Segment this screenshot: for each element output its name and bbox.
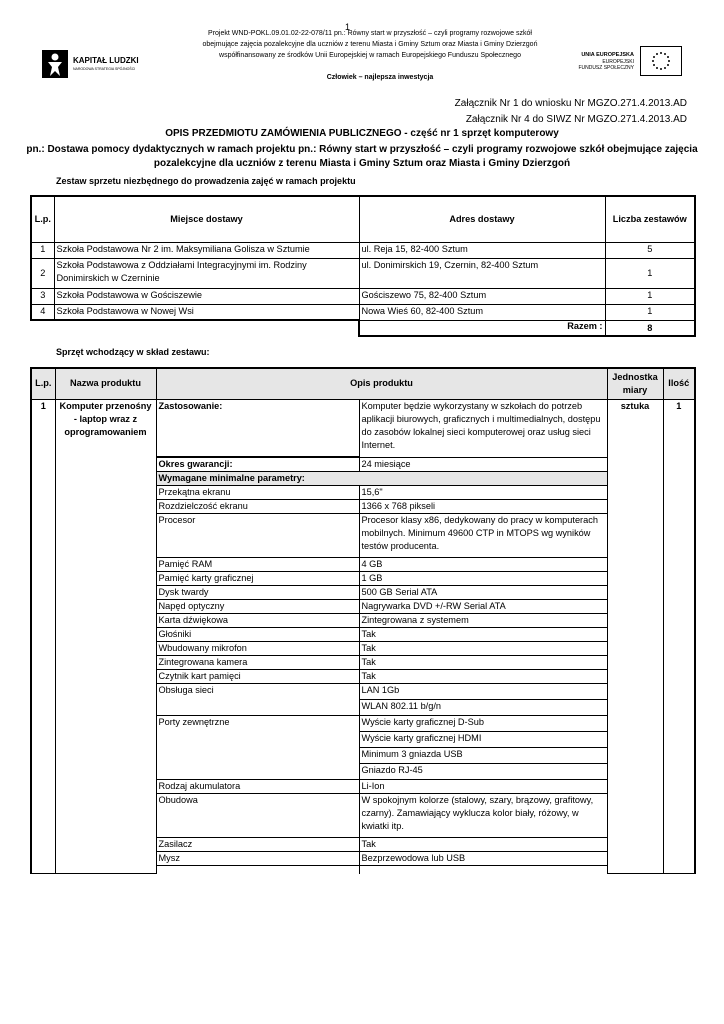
warranty-value: 24 miesiące [359,457,607,472]
param-value: Tak [359,838,607,852]
annex-line-2: Załącznik Nr 4 do SIWZ Nr MGZO.271.4.2013.AD [465,114,687,125]
eu-logo-line1: UNIA EUROPEJSKA [581,52,634,58]
delivery-total-value: 8 [605,320,695,336]
delivery-row-lp: 3 [31,288,54,304]
param-name: Rodzaj akumulatora [156,780,359,794]
param-value: Tak [359,670,607,684]
min-params-label: Wymagane minimalne parametry: [156,472,607,486]
param-name: Karta dźwiękowa [156,614,359,628]
param-name: Głośniki [156,628,359,642]
param-value: 1 GB [359,572,607,586]
delivery-header-lp: L.p. [31,196,54,242]
param-name: Zasilacz [156,838,359,852]
param-value: 1366 x 768 pikseli [359,500,607,514]
param-value: LAN 1Gb [359,684,607,700]
table-row [31,304,695,320]
param-value: Procesor klasy x86, dedykowany do pracy w komputerach mobilnych. Minimum 49600 CTP in MTOPS wg wyników testów producenta. [359,514,607,558]
param-value: Tak [359,628,607,642]
project-line-3: współfinansowany ze środków Unii Europejskiej w ramach Europejskiego Funduszu Społecznego [219,52,521,59]
annex-line-1: Załącznik Nr 1 do wniosku Nr MGZO.271.4.2013.AD [454,98,687,109]
delivery-row-address: Nowa Wieś 60, 82-400 Sztum [359,304,605,320]
section-2-title: Sprzęt wchodzący w skład zestawu: [56,347,210,357]
delivery-header-address: Adres dostawy [359,196,605,242]
product-table [30,367,696,874]
param-value: Wyście karty graficznej D-Sub [359,716,607,732]
product-qty: 1 [663,399,695,874]
param-name: Dysk twardy [156,586,359,600]
delivery-row-count: 5 [605,242,695,258]
delivery-row-count: 1 [605,258,695,288]
delivery-header-count: Liczba zestawów [605,196,695,242]
title-line-1: OPIS PRZEDMIOTU ZAMÓWIENIA PUBLICZNEGO - część nr 1 sprzęt komputerowy [165,128,559,139]
product-header-lp: L.p. [31,368,55,399]
delivery-row-place: Szkoła Podstawowa w Gościszewie [54,288,359,304]
product-header-unit: Jednostka miary [607,368,663,399]
param-value: Gniazdo RJ-45 [359,764,607,780]
title-line-2: pn.: Dostawa pomocy dydaktycznych w ramach projektu pn.: Równy start w przyszłość – czyli programy rozwojowe szkół obejmujące zajęcia [26,144,698,155]
table-row [31,242,695,258]
title-line-3: pozalekcyjne dla uczniów z terenu Miasta i Gminy Sztum oraz Miasta i Gminy Dzierzgoń [153,158,571,169]
delivery-row-lp: 1 [31,242,54,258]
project-line-2: obejmujące zajęcia pozalekcyjne dla uczniów z terenu Miasta i Gminy Sztum oraz Miasta i Gminy Dzierzgoń [202,41,538,48]
product-header-qty: Ilość [663,368,695,399]
section-1-title: Zestaw sprzetu niezbędnego do prowadzenia zajęć w ramach projektu [56,176,356,186]
param-name: Wbudowany mikrofon [156,642,359,656]
table-row [31,258,695,288]
eu-logo-line2: EUROPEJSKI [602,59,634,65]
param-value: 15,6" [359,486,607,500]
param-name: Porty zewnętrzne [156,716,359,780]
kapital-ludzki-subtitle: NARODOWA STRATEGIA SPÓJNOŚCI [73,67,136,71]
param-value: 4 GB [359,558,607,572]
param-value: Li-Ion [359,780,607,794]
param-value: Zintegrowana z systemem [359,614,607,628]
product-header-name: Nazwa produktu [55,368,156,399]
param-name: Procesor [156,514,359,558]
param-name: Obudowa [156,794,359,838]
param-name: Czytnik kart pamięci [156,670,359,684]
param-name: Przekątna ekranu [156,486,359,500]
param-value: Minimum 3 gniazda USB [359,748,607,764]
param-name: Pamięć RAM [156,558,359,572]
delivery-row-count: 1 [605,288,695,304]
delivery-row-place: Szkoła Podstawowa Nr 2 im. Maksymiliana Golisza w Sztumie [54,242,359,258]
param-name: Zintegrowana kamera [156,656,359,670]
kapital-ludzki-logo [42,50,152,80]
product-name: Komputer przenośny - laptop wraz z oprogramowaniem [55,399,156,874]
param-value: WLAN 802.11 b/g/n [359,700,607,716]
param-value: 500 GB Serial ATA [359,586,607,600]
warranty-label: Okres gwarancji: [156,457,359,472]
delivery-header-place: Miejsce dostawy [54,196,359,242]
usage-label: Zastosowanie: [156,399,359,457]
delivery-total-label: Razem : [359,320,605,336]
param-value: Tak [359,656,607,670]
delivery-table [30,195,696,337]
page-number: 1 [345,22,351,32]
param-name: Rozdzielczość ekranu [156,500,359,514]
delivery-row-lp: 4 [31,304,54,320]
delivery-row-count: 1 [605,304,695,320]
param-name: Pamięć karty graficznej [156,572,359,586]
table-row [31,288,695,304]
param-name: Obsługa sieci [156,684,359,716]
param-value: Nagrywarka DVD +/-RW Serial ATA [359,600,607,614]
param-name: Mysz [156,852,359,866]
project-line-1: Projekt WND-POKL.09.01.02-22-078/11 pn.: Równy start w przyszłość – czyli programy rozwojowe szkół [208,30,532,37]
delivery-row-address: Gościszewo 75, 82-400 Sztum [359,288,605,304]
product-unit: sztuka [607,399,663,874]
product-header-desc: Opis produktu [156,368,607,399]
delivery-row-lp: 2 [31,258,54,288]
param-value: Wyście karty graficznej HDMI [359,732,607,748]
motto: Człowiek – najlepsza inwestycja [326,74,434,81]
delivery-row-address: ul. Donimirskich 19, Czernin, 82-400 Sztum [359,258,605,288]
delivery-row-place: Szkoła Podstawowa z Oddziałami Integracyjnymi im. Rodziny Donimirskich w Czerninie [54,258,359,288]
eu-flag-icon [640,46,682,76]
kapital-ludzki-emblem-icon [42,50,68,78]
usage-value: Komputer będzie wykorzystany w szkołach do potrzeb aplikacji biurowych, graficznych i multimedialnych, dostępu do zasobów lokalnej sieci komputerowej oraz usług sieci Internet. [359,399,607,457]
param-value: W spokojnym kolorze (stalowy, szary, brązowy, grafitowy, czarny). Zamawiający wyklucza kolor biały, różowy, w kwiatki itp. [359,794,607,838]
param-value: Tak [359,642,607,656]
product-lp: 1 [31,399,55,874]
param-name: Napęd optyczny [156,600,359,614]
param-value: Bezprzewodowa lub USB [359,852,607,866]
kapital-ludzki-title: KAPITAŁ LUDZKI [73,56,139,65]
eu-logo-line3: FUNDUSZ SPOŁECZNY [578,65,634,71]
delivery-row-address: ul. Reja 15, 82-400 Sztum [359,242,605,258]
project-header [200,22,540,61]
eu-logo [560,46,682,76]
delivery-row-place: Szkoła Podstawowa w Nowej Wsi [54,304,359,320]
